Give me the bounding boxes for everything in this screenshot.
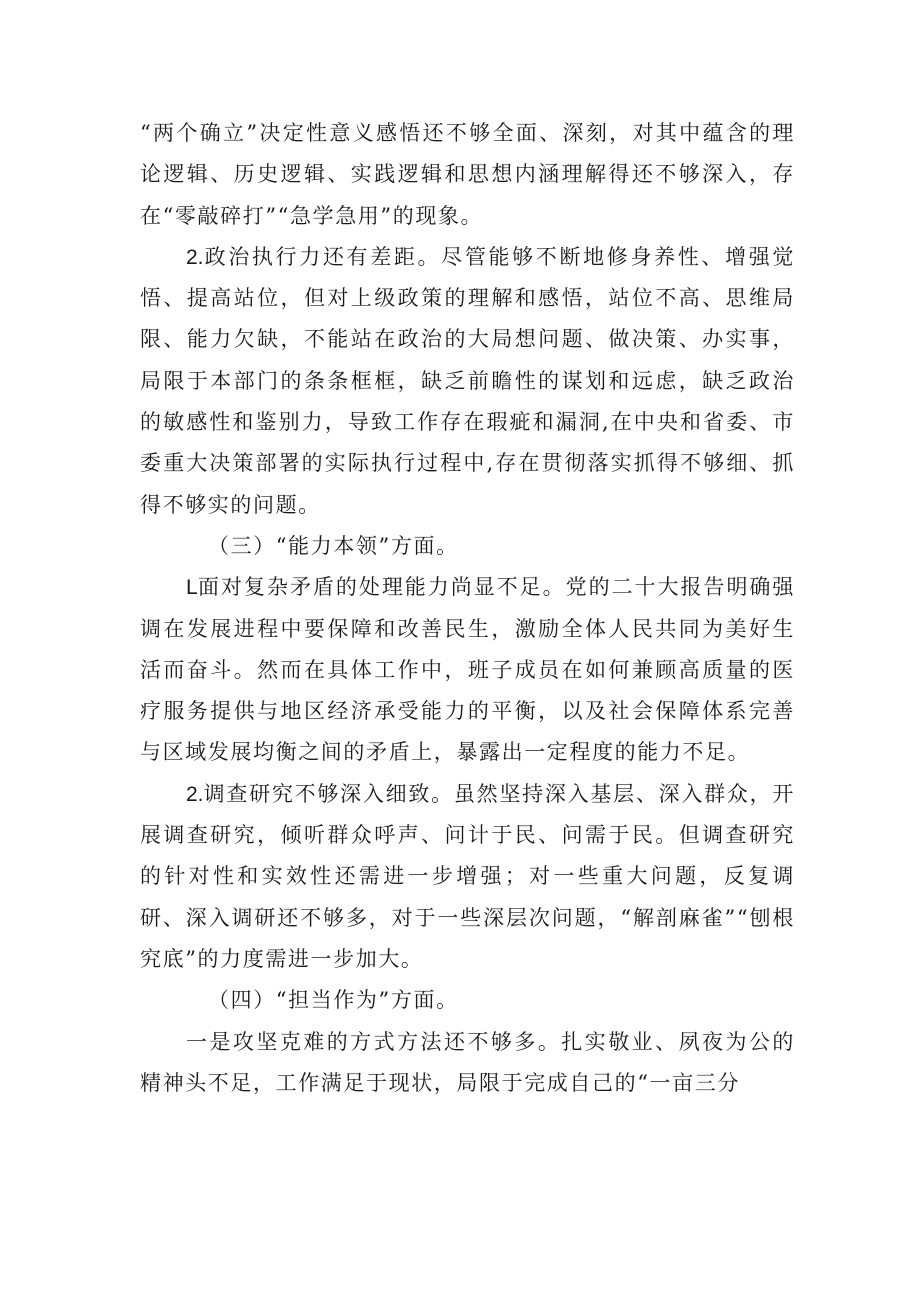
paragraph-two-establishments xyxy=(140,113,795,237)
item-number: 2. xyxy=(186,245,204,269)
section-heading-responsibility xyxy=(140,980,795,1021)
heading-text: （三）“能力本领”方面。 xyxy=(208,533,459,558)
paragraph-text: 调查研究不够深入细致。虽然坚持深入基层、深入群众，开展调查研究，倾听群众呼声、问计于民、问需于民。但调查研究的针对性和实效性还需进一步增强；对一些重大问题，反复调研、深入调研还不够多，对于一些深层次问题，“解剖麻雀”“刨根究底”的力度需进一步加大。 xyxy=(140,781,795,971)
section-heading-ability xyxy=(140,526,795,567)
paragraph-investigation-research xyxy=(140,774,795,980)
paragraph-text: 政治执行力还有差距。尽管能够不断地修身养性、增强觉悟、提高站位，但对上级政策的理解和感悟，站位不高、思维局限、能力欠缺，不能站在政治的大局想问题、做决策、办实事，局限于本部门的条条框框，缺乏前瞻性的谋划和远虑，缺乏政治的敏感性和鉴别力，导致工作存在瑕疵和漏洞,在中央和省委、市委重大决策部署的实际执行过程中,存在贯彻落实抓得不够细、抓得不够实的问题。 xyxy=(140,244,795,517)
item-number: 2. xyxy=(186,782,204,806)
paragraph-handling-contradictions xyxy=(140,567,795,773)
paragraph-political-execution xyxy=(140,237,795,526)
item-number: L xyxy=(186,576,198,600)
document-body xyxy=(140,113,795,1104)
heading-text: （四）“担当作为”方面。 xyxy=(208,988,459,1013)
paragraph-tackling-difficulties xyxy=(140,1022,795,1105)
paragraph-text: 面对复杂矛盾的处理能力尚显不足。党的二十大报告明确强调在发展进程中要保障和改善民生，激励全体人民共同为美好生活而奋斗。然而在具体工作中，班子成员在如何兼顾高质量的医疗服务提供与地区经济承受能力的平衡，以及社会保障体系完善与区域发展均衡之间的矛盾上，暴露出一定程度的能力不足。 xyxy=(140,575,795,765)
paragraph-text: 一是攻坚克难的方式方法还不够多。扎实敬业、夙夜为公的精神头不足，工作满足于现状，局限于完成自己的“一亩三分 xyxy=(140,1029,795,1095)
paragraph-text: “两个确立”决定性意义感悟还不够全面、深刻，对其中蕴含的理论逻辑、历史逻辑、实践逻辑和思想内涵理解得还不够深入，存在“零敲碎打”“急学急用”的现象。 xyxy=(140,121,795,228)
